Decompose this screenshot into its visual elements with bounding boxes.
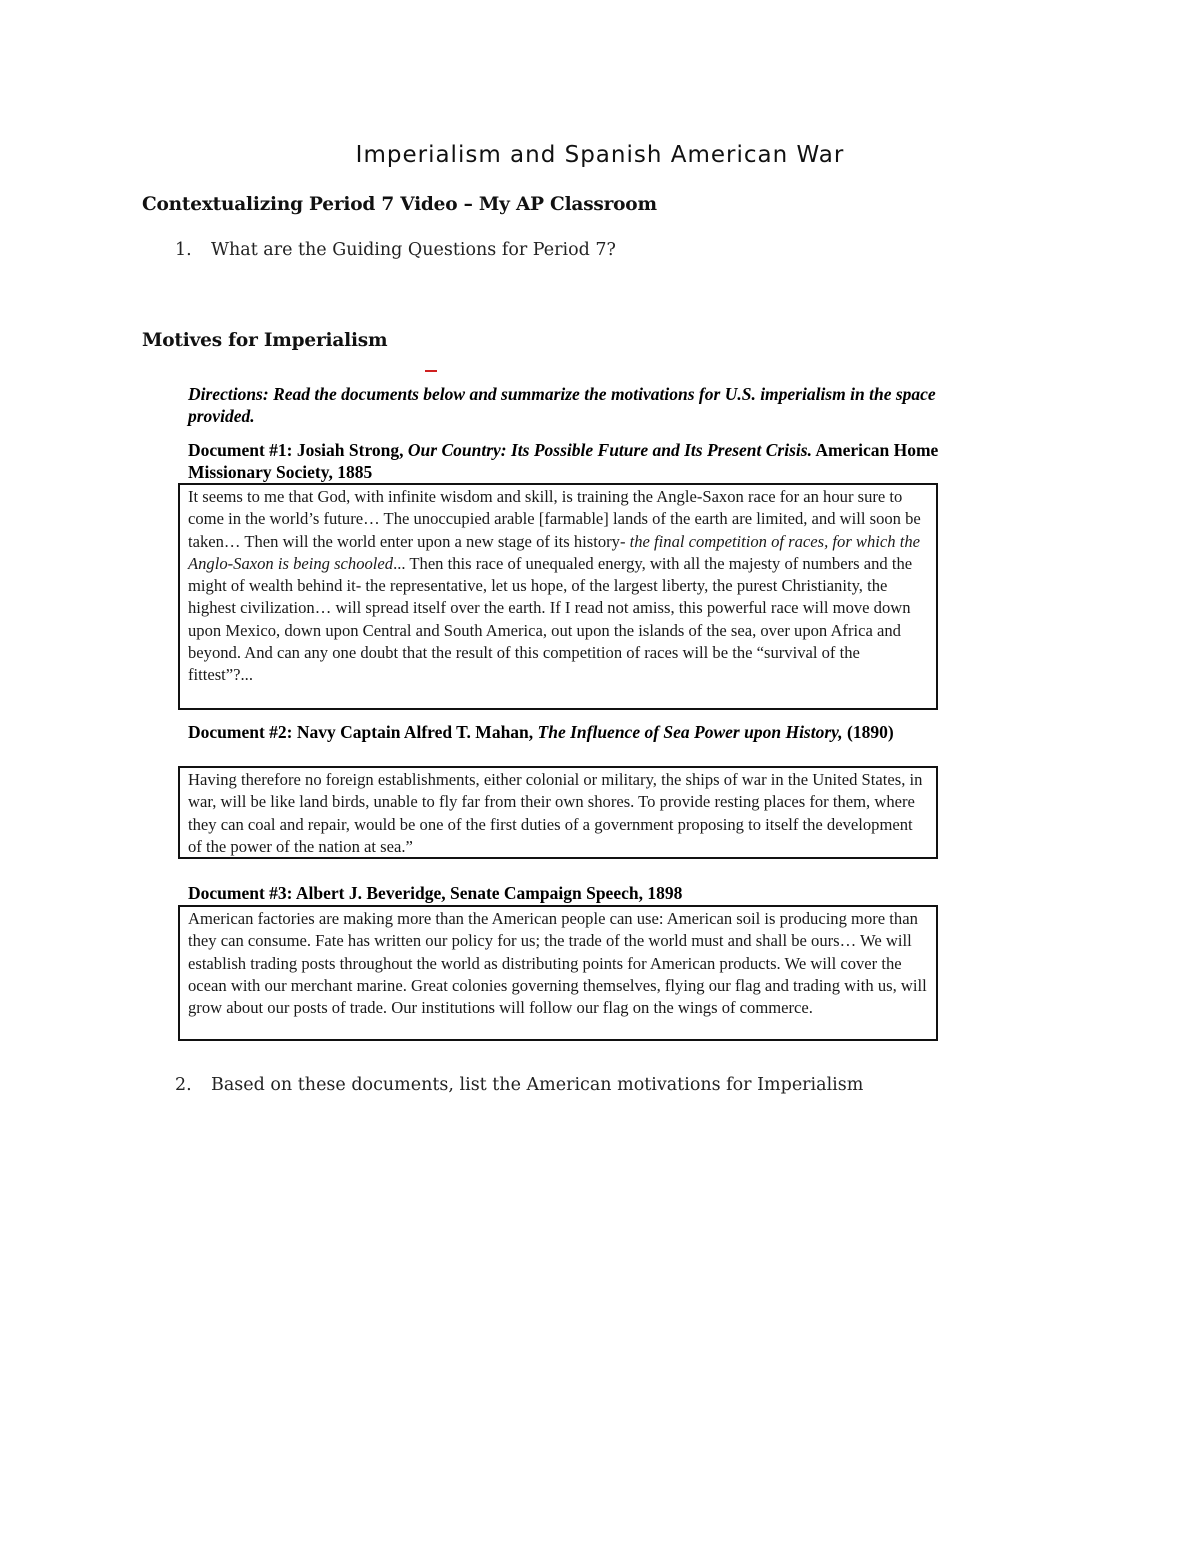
document-3-box (178, 905, 938, 1041)
question-1-text: What are the Guiding Questions for Period 7? (211, 240, 616, 260)
document-2-box (178, 766, 938, 859)
document-1-heading-suffix: American Home Missionary Society, 1885 (188, 440, 939, 482)
document-1-heading-title: Our Country: Its Possible Future and Its Present Crisis. (407, 440, 812, 460)
question-2-number: 2. (175, 1075, 192, 1095)
question-1-number: 1. (175, 240, 192, 260)
document-3-heading: Document #3: Albert J. Beveridge, Senate Campaign Speech, 1898 (188, 883, 683, 903)
document-1-text-italic: the final competition of races, for which the Anglo-Saxon is being schooled (188, 531, 920, 573)
document-1-text-a: It seems to me that God, with infinite wisdom and skill, is training the Angle-Saxon race for an hour sure to come in the world’s future… The unoccupied arable [farmable] lands of the earth are limited, and will soon be taken… Then will the world enter upon a new stage of its history- (188, 487, 921, 551)
question-2-text: Based on these documents, list the American motivations for Imperialism (211, 1075, 864, 1095)
document-1-text-b: ... Then this race of unequaled energy, with all the majesty of numbers and the might of wealth behind it- the representative, let us hope, of the largest liberty, the purest Christianity, the highest civilization… will spread itself over the earth. If I read not amiss, this powerful race will move down upon Mexico, down upon Central and South America, out upon the islands of the sea, over upon Africa and beyond. And can any one doubt that the result of this competition of races will be the “survival of the fittest”?... (188, 553, 913, 685)
page-title: Imperialism and Spanish American War (355, 142, 845, 168)
document-1-heading-prefix: Document #1: Josiah Strong, (188, 440, 408, 460)
document-3-text: American factories are making more than the American people can use: American soil is producing more than they can consume. Fate has written our policy for us; the trade of the world must and shall be ours… We will establish trading posts throughout the world as distributing points for American products. We will cover the ocean with our merchant marine. Great colonies governing themselves, flying our flag and trading with us, will grow about our posts of trade. Our institutions will follow our flag on the wings of commerce. (188, 909, 927, 1018)
document-2-heading-suffix: (1890) (842, 722, 894, 742)
directions: Directions: Read the documents below and summarize the motivations for U.S. imperialism in the space provided. (188, 384, 936, 426)
question-1 (175, 240, 616, 260)
section-heading-contextualizing: Contextualizing Period 7 Video – My AP Classroom (142, 194, 657, 215)
document-2-heading-title: The Influence of Sea Power upon History, (537, 722, 843, 742)
section-heading-motives: Motives for Imperialism (142, 330, 388, 351)
document-2-heading-prefix: Document #2: Navy Captain Alfred T. Mahan, (188, 722, 538, 742)
document-2-heading (188, 721, 948, 743)
question-2 (175, 1075, 863, 1095)
document-2-text: Having therefore no foreign establishments, either colonial or military, the ships of war in the United States, in war, will be like land birds, unable to fly far from their own shores. To provide resting places for them, where they can coal and repair, would be one of the first duties of a government proposing to itself the development of the power of the nation at sea.” (188, 770, 923, 856)
document-1-text (188, 486, 927, 687)
document-1-heading (188, 439, 948, 483)
red-dash-mark (425, 370, 437, 372)
document-1-box (178, 483, 938, 710)
